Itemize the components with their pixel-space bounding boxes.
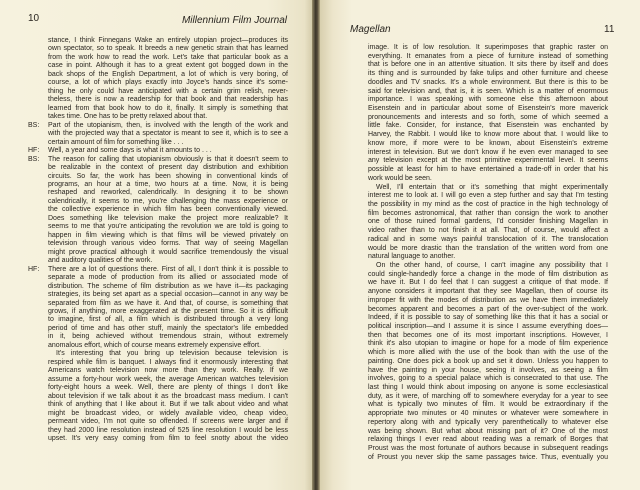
text-line xyxy=(48,189,288,197)
line-text: natural language to another. xyxy=(368,253,456,261)
page-number: 10 xyxy=(28,13,40,24)
line-text: repertory along with and typically very parenthetically to whatever else xyxy=(368,418,608,426)
line-text: political inscription—and I assume it is since I assume everything does— xyxy=(368,323,608,330)
text-line xyxy=(48,359,288,367)
line-text: be realizable in the context of present day distribution and exhibition xyxy=(48,164,288,172)
running-head: Magellan xyxy=(350,24,391,35)
line-text: course, a lot of which plays exactly into Joyce's hands since it's some- xyxy=(48,79,288,87)
text-line xyxy=(48,325,288,333)
line-text: It's interesting that you bring up television because television is xyxy=(56,350,288,358)
line-text: might be broadcast video, or widely available video, cheap video, xyxy=(48,409,288,417)
text-line xyxy=(368,271,608,280)
text-line xyxy=(48,79,288,87)
text-line xyxy=(48,410,288,418)
line-text: Proust was the most fortunate of authors because in subsequent readings xyxy=(368,445,608,453)
line-text: seems to me that you're anticipating the revolution we are told is going to xyxy=(48,223,288,231)
line-text: involves, going to a special palace which is consecrated to that use. The xyxy=(368,375,608,383)
left-page xyxy=(0,0,314,490)
text-line xyxy=(368,175,608,184)
line-text: video rather than to not finish it at all. That, of course, would affect a xyxy=(368,227,608,235)
text-line xyxy=(48,240,288,248)
line-text: little fake. Consider, for instance, that Eisenstein was enchanted by xyxy=(368,122,608,130)
text-line xyxy=(368,445,608,454)
text-line xyxy=(48,113,288,121)
line-text: theless, there is now a readership for that book and that readership has xyxy=(48,96,288,104)
text-line xyxy=(368,314,608,323)
text-line xyxy=(368,332,608,341)
text-line xyxy=(48,274,288,282)
line-text: interest in television. But we don't know if he even ever managed to see xyxy=(368,148,608,156)
line-text: its thing and is surrounded by fake tulips and other furniture and cheese xyxy=(368,70,608,78)
text-line xyxy=(368,105,608,114)
text-line xyxy=(368,428,608,437)
line-text: period of time and has other stuff, mainly the spectator's life embedded xyxy=(48,324,288,332)
text-line xyxy=(48,283,288,291)
line-text: separated from film as we have it. And that, of course, is something that xyxy=(48,299,288,307)
body-text xyxy=(368,44,608,463)
line-text: what is typically two minutes of film. It would be extraordinary if the xyxy=(368,401,608,409)
text-line xyxy=(368,279,608,288)
line-text: forty-eight hours a week. Well, there are plenty of things I don't like xyxy=(48,384,288,392)
text-line xyxy=(48,232,288,240)
line-text: happen in film viewing which is that films will be viewed privately on xyxy=(48,231,288,239)
line-text: last thing I would think about imposing on anyone is some ecclesiastical xyxy=(368,384,608,392)
line-text: think it's also utopian to imagine or hope for a mode of film experience xyxy=(368,340,608,348)
text-line xyxy=(368,306,608,315)
text-line xyxy=(368,44,608,53)
line-text: about television if we talk about it as the broadcast mass medium. I can't xyxy=(48,392,288,400)
line-text: programs, an hour at a time, two hours at a time. Now, it is being xyxy=(48,180,288,188)
line-text: of Proust you never skip the same passages twice. Thus, eventually you xyxy=(368,453,608,461)
text-line xyxy=(368,70,608,79)
line-text: image. It is of low resolution. It superimposes that graphic raster on xyxy=(368,44,608,51)
line-text: Part of the utopianism, then, is involved with the length of the work and xyxy=(48,121,288,129)
text-line xyxy=(368,262,608,271)
text-line xyxy=(368,288,608,297)
line-text: separate a mode of production from its allied or associated mode of xyxy=(48,274,288,282)
line-text: distribution. The scheme of film distribution as we have it—its packaging xyxy=(48,282,288,290)
line-text: to imagine, first of all, a film which is distributed through a very long xyxy=(48,316,288,324)
text-line xyxy=(368,349,608,358)
line-text: one of those ruined formal gardens, I'd consider finishing Magellan in xyxy=(368,218,608,226)
text-line xyxy=(368,384,608,393)
line-text: the collective experience in which film has been conventionally viewed. xyxy=(48,206,288,214)
right-page xyxy=(320,0,640,490)
page-number: 11 xyxy=(604,24,615,35)
text-line xyxy=(48,300,288,308)
text-line xyxy=(28,155,288,164)
line-text: which is more allied with the use of the book than with the use of the xyxy=(368,349,608,357)
text-line xyxy=(48,45,288,53)
text-line xyxy=(368,323,608,332)
text-line xyxy=(48,198,288,206)
text-line xyxy=(48,291,288,299)
line-text: stance, I think Finnegans Wake an entirely utopian project—produces its xyxy=(48,37,288,44)
line-text: Eisenstein and in particular about some of Eisenstein's more maverick xyxy=(368,105,608,113)
line-text: becomes apparent and becomes a part of the over-subject of the work. xyxy=(368,305,608,313)
speaker-label: HF: xyxy=(28,265,40,273)
line-text: Well, I'll entertain that or it's something that might experimentally xyxy=(376,183,608,191)
line-text: respired while film is banquet. I always find it enormously interesting that xyxy=(48,358,288,366)
text-line xyxy=(368,436,608,445)
line-text: calendrically, it seems to me, you're challenging the mass experience or xyxy=(48,197,288,205)
line-text: case in point. Although it has to a great extent got bogged down in the xyxy=(48,62,288,70)
speaker-label: BS: xyxy=(28,121,40,129)
line-text: thing he only could have anticipated with a certain grim relish, never- xyxy=(48,87,288,95)
text-line xyxy=(48,342,288,350)
line-text: anyone considers it important that they see Magellan, then of course its xyxy=(368,288,608,296)
line-text: Does something like television make the project more realizable? It xyxy=(48,214,288,222)
text-line xyxy=(368,192,608,201)
line-text: back shops of the English Department, a lot of which is very boring, of xyxy=(48,70,288,78)
text-line xyxy=(368,401,608,410)
line-text: Indeed, if it is possible to say of something like this that it has a social or xyxy=(368,314,608,322)
line-text: own spectator, so to speak. It breeds a new genetic strain that has learned xyxy=(48,45,288,53)
text-line xyxy=(48,427,288,435)
line-text: duty, as it were, of marching off to somewhere everyday for a year to see xyxy=(368,392,608,400)
text-line xyxy=(368,358,608,367)
text-line xyxy=(48,96,288,104)
line-text: interest me to look at. I will go even a step further and say that I'm testing xyxy=(368,192,608,200)
text-line xyxy=(48,173,288,181)
text-line xyxy=(48,316,288,324)
line-text: would be more drastic than the translation of the written word from one xyxy=(368,244,608,252)
line-text: know more, if more were to be known, about Eisenstein's extreme xyxy=(368,139,608,147)
line-text: doodles and TV snacks. It's a whole environment. But there is this to be xyxy=(368,78,608,86)
speaker-label: BS: xyxy=(28,155,40,163)
line-text: On the other hand, of course, I can't imagine any possibility that I xyxy=(376,261,608,269)
text-line xyxy=(48,139,288,147)
text-line xyxy=(368,184,608,193)
text-line xyxy=(48,435,288,443)
text-line xyxy=(368,149,608,158)
text-line xyxy=(48,418,288,426)
line-text: film becomes astronomical, that rather than consign the work to another xyxy=(368,209,608,217)
line-text: assume a forty-hour work week, the average American watches television xyxy=(48,375,288,383)
text-line xyxy=(48,376,288,384)
text-line xyxy=(48,333,288,341)
text-line xyxy=(48,249,288,257)
line-text: think of anything that I like about it. But if we talk about video and what xyxy=(48,401,288,409)
text-line xyxy=(48,88,288,96)
running-head: Millennium Film Journal xyxy=(181,15,287,26)
text-line xyxy=(48,37,288,45)
line-text: reshaped and reworked, calendrically. In designing it to be shown xyxy=(48,189,288,197)
line-text: Harvey, the Rabbit. I would like to know more about that. I would like to xyxy=(368,131,608,139)
line-text: painting. One does pick a book up and set it down. Unless you happen to xyxy=(368,357,608,365)
text-line xyxy=(48,393,288,401)
line-text: from the work how to read the work. Let's take that particular book as a xyxy=(48,53,288,61)
line-text: then that becomes one of its most important inscriptions. However, I xyxy=(368,331,608,339)
text-line xyxy=(368,201,608,210)
text-line xyxy=(368,166,608,175)
line-text: strategies, its being set apart as a special occasion—cannot in any way be xyxy=(48,291,288,299)
line-text: importance. I was speaking with someone else this afternoon about xyxy=(368,96,608,104)
text-line xyxy=(28,147,288,155)
line-text: takes time. One has to be pretty relaxed about that. xyxy=(48,113,208,121)
line-text: circuits. So far, the work has been showing in conventional kinds of xyxy=(48,172,288,180)
text-line xyxy=(368,393,608,402)
text-line xyxy=(368,410,608,419)
text-line xyxy=(48,223,288,231)
text-line xyxy=(368,140,608,149)
line-text: certain amount of film for something like . . . xyxy=(48,138,184,146)
line-text: radical and in some ways painful translocation of it. The translocation xyxy=(368,235,608,243)
text-line xyxy=(48,350,288,358)
line-text: was being shown. But what about missing part of it? One of the most xyxy=(368,427,608,435)
line-text: appropriate two minutes or 40 minutes or whatever were somewhere in xyxy=(368,410,608,418)
text-line xyxy=(368,297,608,306)
line-text: The reason for calling that utopianism obviously is that it doesn't seem to xyxy=(48,155,288,163)
line-text: permeant video, I'm not quite so offended. If screens were larger and if xyxy=(48,418,288,426)
text-line xyxy=(368,131,608,140)
line-text: relaxing things I ever read about reading was a remark of Borges that xyxy=(368,436,608,444)
line-text: the possibility in my mind as the cost of practice in the high technology of xyxy=(368,200,608,208)
text-line xyxy=(368,454,608,463)
book-gutter xyxy=(312,0,320,490)
text-line xyxy=(368,88,608,97)
line-text: said for television and, that is, it is seen. Which is a matter of enormous xyxy=(368,87,608,95)
text-line xyxy=(48,308,288,316)
line-text: grows, if anything, more exaggerated at the present time. So it is difficult xyxy=(48,308,288,315)
text-line xyxy=(368,210,608,219)
text-line xyxy=(368,114,608,123)
line-text: television through various video forms. That way of seeing Magellan xyxy=(48,240,288,248)
text-line xyxy=(48,181,288,189)
line-text: There are a lot of questions there. First of all, I don't think it is possible to xyxy=(48,265,288,273)
text-line xyxy=(48,71,288,79)
text-line xyxy=(48,401,288,409)
line-text: possible at least for him to have entertained a trade-off in order that his xyxy=(368,166,608,174)
text-line xyxy=(48,164,288,172)
line-text: upset. It's very easy coming from film to feel snotty about the video xyxy=(48,435,288,443)
line-text: could single-handedly force a change in the mode of film distribution as xyxy=(368,270,608,278)
text-line xyxy=(48,384,288,392)
text-line xyxy=(48,206,288,214)
text-line xyxy=(368,245,608,254)
text-line xyxy=(368,236,608,245)
speaker-label: HF: xyxy=(28,147,40,155)
line-text: pronouncements and interests and so forth, some of which seemed a xyxy=(368,113,608,121)
line-text: might prove practical although it would sacrifice tremendously the visual xyxy=(48,248,288,256)
text-line xyxy=(48,367,288,375)
text-line xyxy=(368,375,608,384)
line-text: and auditory qualities of the work. xyxy=(48,257,153,265)
text-line xyxy=(48,257,288,265)
line-text: improper fit with the modes of distribution as we have them immediately xyxy=(368,296,608,304)
line-text: learned from that book how to do it, finally. It simply is something that xyxy=(48,104,288,112)
text-line xyxy=(48,130,288,138)
text-line xyxy=(368,157,608,166)
text-line xyxy=(368,218,608,227)
line-text: any television except at the most primitive experimental level. It seems xyxy=(368,157,608,165)
text-line xyxy=(368,79,608,88)
text-line xyxy=(368,227,608,236)
line-text: Americans watch television now more than they work. Really. If we xyxy=(48,367,288,375)
text-line xyxy=(28,265,288,274)
line-text: anomalous effort, which of course means extremely expensive effort. xyxy=(48,341,261,349)
text-line xyxy=(368,61,608,70)
text-line xyxy=(48,215,288,223)
text-line xyxy=(48,62,288,70)
text-line xyxy=(368,53,608,62)
text-line xyxy=(48,54,288,62)
line-text: with the projected way that a spectator is meant to see it, which is to see a xyxy=(48,130,288,138)
text-line xyxy=(28,121,288,130)
text-line xyxy=(368,419,608,428)
line-text: that is before one in an attentive situation. It sits there by itself and does xyxy=(368,61,608,69)
text-line xyxy=(368,340,608,349)
line-text: everything. It emanates from a piece of furniture instead of something xyxy=(368,52,608,60)
text-line xyxy=(368,253,608,262)
body-text xyxy=(28,37,288,444)
line-text: in it, being achieved without tremendous strain, without extremely xyxy=(48,333,288,341)
line-text: Well, a year and some days is what it amounts to . . . xyxy=(48,147,212,155)
line-text: we have it. But I do feel that I can suggest a critique of that mode. If xyxy=(368,279,608,287)
line-text: have the painting in your house, seeing it involves, as seeing a film xyxy=(368,366,608,374)
text-line xyxy=(368,122,608,131)
text-line xyxy=(368,96,608,105)
line-text: work would be seen. xyxy=(368,174,432,182)
line-text: they had 2000 line resolution instead of 525 line resolution I would be less xyxy=(48,426,288,434)
text-line xyxy=(368,367,608,376)
text-line xyxy=(48,105,288,113)
